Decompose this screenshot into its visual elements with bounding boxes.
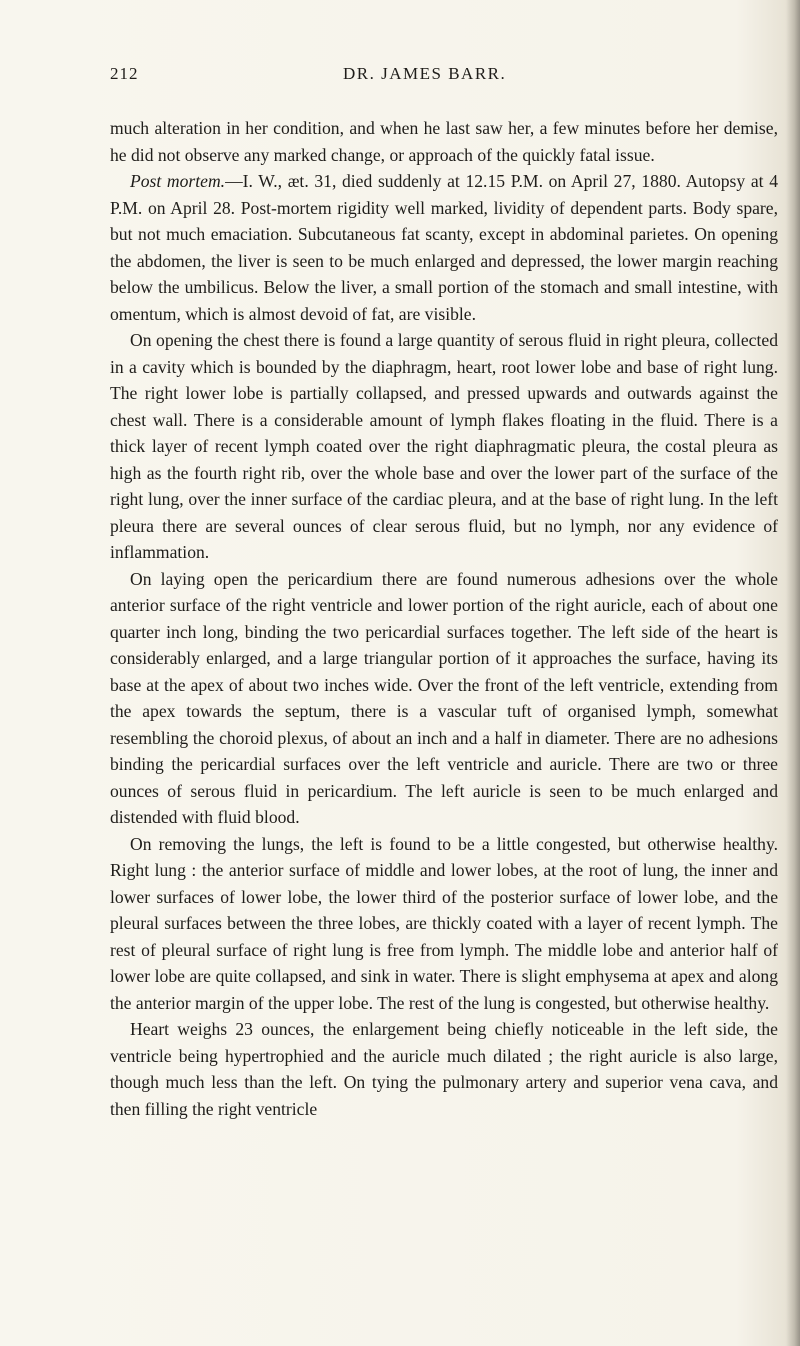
paragraph-1 [110,115,778,168]
paragraph-5-text: On removing the lungs, the left is found to be a little congested, but otherwise healthy. Right lung : the anterior surface of middle and lower lobes, at the root of lung, the inner and lower surfaces of lower lobe, the lower third of the posterior surface of lower lobe, and the pleural surfaces between the three lobes, are thickly coated with a layer of recent lymph. The rest of pleural surface of right lung is free from lymph. The middle lobe and anterior half of lower lobe are quite collapsed, and sink in water. There is slight emphysema at apex and along the anterior margin of the upper lobe. The rest of the lung is congested, but otherwise healthy. [110,833,778,1013]
paragraph-6 [110,1016,778,1122]
paragraph-5 [110,831,778,1017]
paragraph-1-text: much alteration in her condition, and when he last saw her, a few minutes before her demise, he did not observe any marked change, or approach of the quickly fatal issue. [110,118,778,165]
page-edge-shadow [786,0,800,1346]
paragraph-3 [110,327,778,566]
running-head [110,64,780,88]
body-text [110,115,778,1122]
paragraph-4 [110,566,778,831]
post-mortem-label: Post mortem. [130,171,226,191]
paragraph-3-text: On opening the chest there is found a large quantity of serous fluid in right pleura, collected in a cavity which is bounded by the diaphragm, heart, root lower lobe and base of right lung. The right lower lobe is partially collapsed, and pressed upwards and outwards against the chest wall. There is a considerable amount of lymph flakes floating in the fluid. There is a thick layer of recent lymph coated over the right diaphragmatic pleura, the costal pleura as high as the fourth right rib, over the whole base and over the lower part of the surface of the right lung, over the inner surface of the cardiac pleura, and at the base of right lung. In the left pleura there are several ounces of clear serous fluid, but no lymph, nor any evidence of inflammation. [110,330,778,562]
paragraph-2 [110,168,778,327]
header-title: DR. JAMES BARR. [343,64,507,83]
paragraph-6-text: Heart weighs 23 ounces, the enlargement being chiefly noticeable in the left side, the ventricle being hypertrophied and the auricle much dilated ; the right auricle is also large, though much less than the left. On tying the pulmonary artery and superior vena cava, and then filling the right ventricle [110,1019,778,1119]
page-number: 212 [110,64,139,83]
paragraph-4-text: On laying open the pericardium there are found numerous adhesions over the whole anterior surface of the right ventricle and lower portion of the right auricle, each of about one quarter inch long, binding the two pericardial surfaces together. The left side of the heart is considerably enlarged, and a large triangular portion of it approaches the surface, having its base at the apex of about two inches wide. Over the front of the left ventricle, extending from the apex towards the septum, there is a vascular tuft of organised lymph, somewhat resembling the choroid plexus, of about an inch and a half in diameter. There are no adhesions binding the pericardial surfaces over the left ventricle and auricle. There are two or three ounces of serous fluid in pericardium. The left auricle is seen to be much enlarged and distended with fluid blood. [110,568,778,827]
paragraph-2-text: —I. W., æt. 31, died suddenly at 12.15 P.M. on April 27, 1880. Autopsy at 4 P.M. on April 28. Post-mortem rigidity well marked, lividity of dependent parts. Body spare, but not much emaciation. Subcutaneous fat scanty, except in abdominal parietes. On opening the abdomen, the liver is seen to be much enlarged and depressed, the lower margin reaching below the umbilicus. Below the liver, a small portion of the stomach and small intestine, with omentum, which is almost devoid of fat, are visible. [110,171,778,324]
